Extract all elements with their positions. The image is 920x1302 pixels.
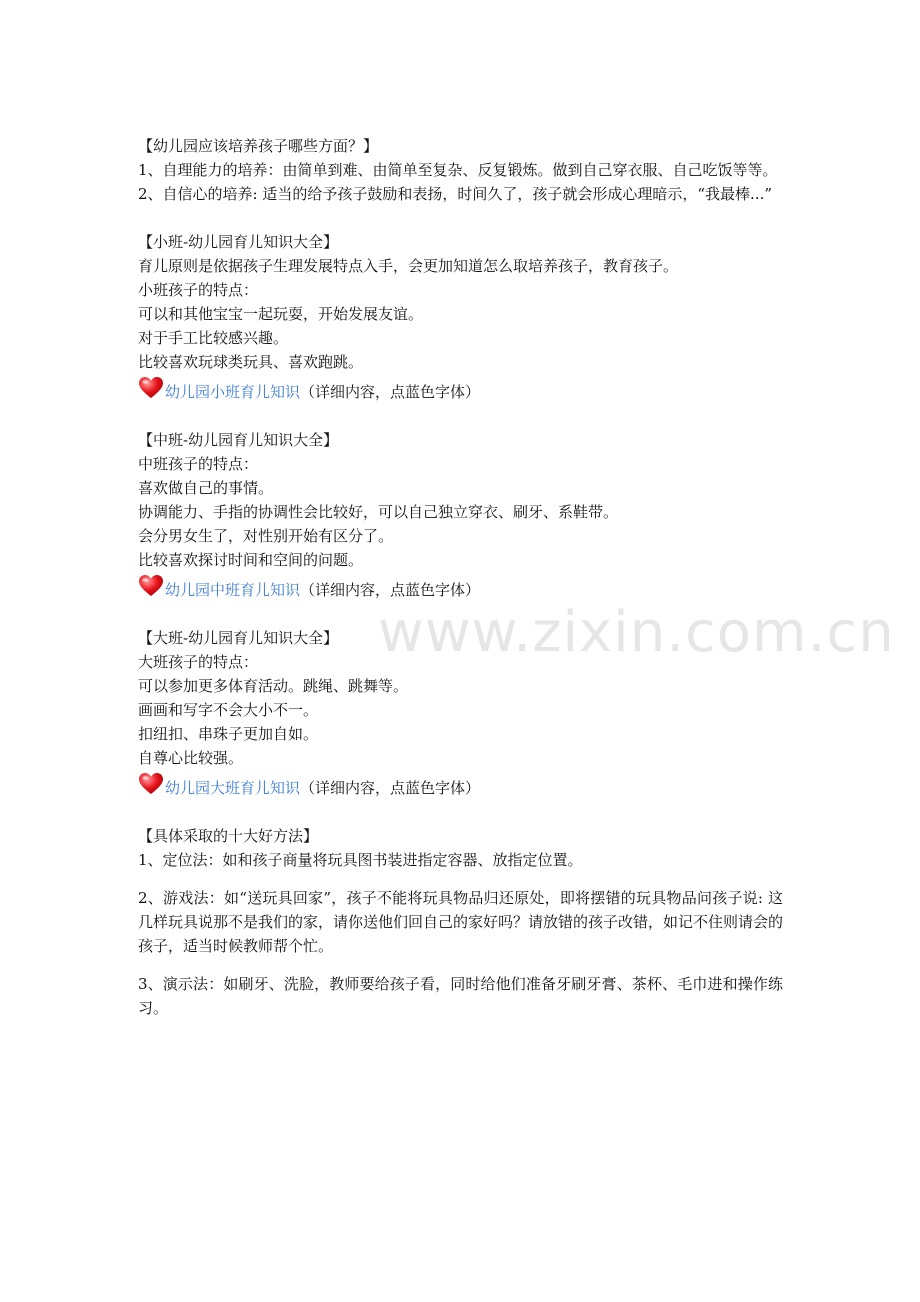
middle-class-link-row bbox=[138, 572, 788, 602]
small-class-line: 小班孩子的特点： bbox=[138, 281, 259, 299]
small-class-line: 育儿原则是依据孩子生理发展特点入手，会更加知道怎么取培养孩子，教育孩子。 bbox=[138, 257, 679, 275]
large-class-line: 大班孩子的特点： bbox=[138, 653, 259, 671]
watermark: www.zixin.com.cn bbox=[378, 600, 895, 665]
large-class-link-note: （详细内容，点蓝色字体） bbox=[300, 779, 481, 797]
intro-heading: 【幼儿园应该培养孩子哪些方面？】 bbox=[138, 137, 379, 155]
large-class-link-row bbox=[138, 770, 788, 800]
large-class-line: 可以参加更多体育活动。跳绳、跳舞等。 bbox=[138, 677, 409, 695]
intro-paragraph-2: 2、自信心的培养: 适当的给予孩子鼓励和表扬，时间久了，孩子就会形成心理暗示，“我最棒...” bbox=[138, 185, 773, 203]
small-class-link-row bbox=[138, 374, 788, 404]
middle-class-heading: 【中班-幼儿园育儿知识大全】 bbox=[138, 431, 339, 449]
method-2: 2、游戏法：如“送玩具回家”，孩子不能将玩具物品归还原处，即将摆错的玩具物品问孩子说: 这几样玩具说那不是我们的家，请你送他们回自己的家好吗？请放错的孩子改错，如记不住则请会的孩子，适当时候教师帮个忙。 bbox=[138, 889, 784, 955]
methods-heading: 【具体采取的十大好方法】 bbox=[138, 827, 319, 845]
intro-paragraph-1: 1、自理能力的培养：由简单到难、由简单至复杂、反复锻炼。做到自己穿衣服、自己吃饭等等。 bbox=[138, 161, 778, 179]
document-body bbox=[138, 134, 788, 1020]
small-class-line: 比较喜欢玩球类玩具、喜欢跑跳。 bbox=[138, 353, 364, 371]
large-class-line: 扣纽扣、串珠子更加自如。 bbox=[138, 725, 319, 743]
middle-class-line: 比较喜欢探讨时间和空间的问题。 bbox=[138, 551, 364, 569]
middle-class-line: 协调能力、手指的协调性会比较好，可以自己独立穿衣、刷牙、系鞋带。 bbox=[138, 503, 619, 521]
small-class-line: 可以和其他宝宝一起玩耍，开始发展友谊。 bbox=[138, 305, 424, 323]
large-class-heading: 【大班-幼儿园育儿知识大全】 bbox=[138, 629, 339, 647]
small-class-link-note: （详细内容，点蓝色字体） bbox=[300, 383, 481, 401]
middle-class-knowledge-link[interactable]: 幼儿园中班育儿知识 bbox=[165, 581, 301, 599]
middle-class-line: 喜欢做自己的事情。 bbox=[138, 479, 274, 497]
method-1: 1、定位法：如和孩子商量将玩具图书装进指定容器、放指定位置。 bbox=[138, 851, 583, 869]
middle-class-link-note: （详细内容，点蓝色字体） bbox=[300, 581, 481, 599]
large-class-knowledge-link[interactable]: 幼儿园大班育儿知识 bbox=[165, 779, 301, 797]
heart-icon bbox=[138, 772, 164, 796]
middle-class-line: 中班孩子的特点： bbox=[138, 455, 259, 473]
heart-icon bbox=[138, 574, 164, 598]
heart-icon bbox=[138, 376, 164, 400]
large-class-line: 画画和写字不会大小不一。 bbox=[138, 701, 319, 719]
middle-class-line: 会分男女生了，对性别开始有区分了。 bbox=[138, 527, 394, 545]
small-class-heading: 【小班-幼儿园育儿知识大全】 bbox=[138, 233, 339, 251]
method-3: 3、演示法：如刷牙、洗脸，教师要给孩子看，同时给他们准备牙刷牙膏、茶杯、毛巾进和操作练习。 bbox=[138, 975, 783, 1017]
small-class-line: 对于手工比较感兴趣。 bbox=[138, 329, 289, 347]
large-class-line: 自尊心比较强。 bbox=[138, 749, 244, 767]
small-class-knowledge-link[interactable]: 幼儿园小班育儿知识 bbox=[165, 383, 301, 401]
